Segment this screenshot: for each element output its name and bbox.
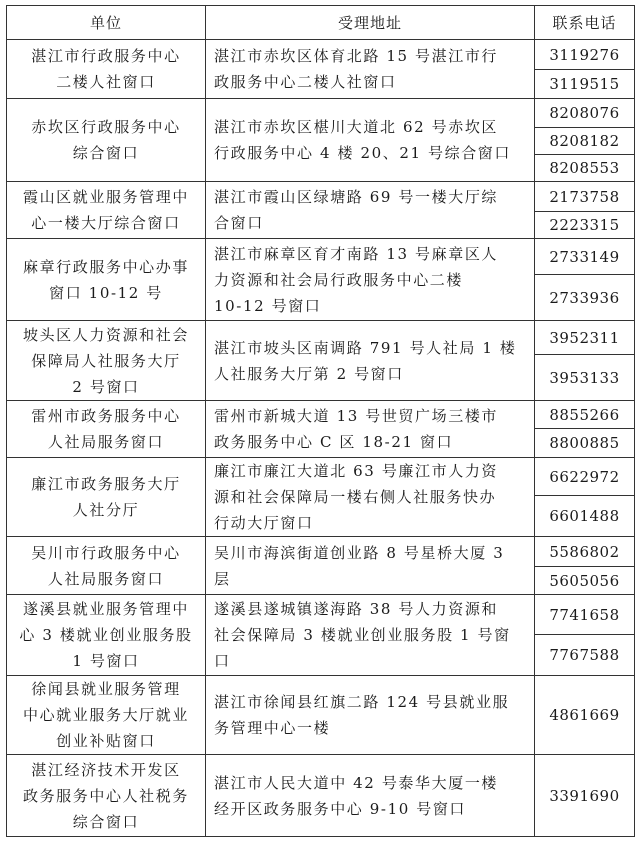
unit-name: 廉江市政务服务大厅 人社分厅	[31, 475, 181, 519]
unit-cell	[7, 182, 206, 239]
unit-name: 麻章行政服务中心办事 窗口 10-12 号	[22, 257, 189, 302]
phone-number: 2223315	[535, 212, 635, 239]
table-row	[7, 537, 635, 567]
unit-name: 吴川市行政服务中心 人社局服务窗口	[31, 543, 181, 588]
unit-cell	[7, 458, 206, 537]
unit-cell	[7, 239, 206, 321]
unit-name: 霞山区就业服务管理中 心一楼大厅综合窗口	[22, 188, 189, 232]
unit-cell	[7, 537, 206, 595]
address-text: 湛江市人民大道中 42 号泰华大厦一楼 经开区政务服务中心 9-10 号窗口	[214, 773, 499, 818]
phone-number: 3119515	[535, 70, 635, 99]
phone-number: 2733936	[535, 275, 635, 321]
unit-cell	[7, 321, 206, 401]
table-body	[7, 40, 635, 837]
address-cell	[206, 755, 535, 837]
table-row	[7, 99, 635, 128]
phone-number: 3119276	[535, 40, 635, 70]
unit-cell	[7, 676, 206, 755]
phone-number: 2733149	[535, 239, 635, 275]
unit-name: 徐闻县就业服务管理 中心就业服务大厅就业 创业补贴窗口	[22, 680, 189, 750]
unit-name: 湛江市行政服务中心 二楼人社窗口	[31, 47, 181, 91]
phone-number: 5605056	[535, 567, 635, 595]
address-cell	[206, 595, 535, 676]
table-header-row	[7, 6, 635, 40]
unit-cell	[7, 595, 206, 676]
address-cell	[206, 40, 535, 99]
phone-number: 4861669	[535, 676, 635, 755]
table-row	[7, 595, 635, 635]
unit-cell	[7, 401, 206, 458]
phone-number: 6601488	[535, 496, 635, 537]
address-text: 吴川市海滨街道创业路 8 号星桥大厦 3 层	[214, 543, 505, 588]
table-row	[7, 239, 635, 275]
phone-number: 2173758	[535, 182, 635, 212]
unit-cell	[7, 99, 206, 182]
address-text: 廉江市廉江大道北 63 号廉江市人力资 源和社会保障局一楼右侧人社服务快办 行动大厅窗口	[214, 462, 499, 532]
service-window-table-container	[6, 5, 635, 837]
phone-number: 7741658	[535, 595, 635, 635]
unit-name: 坡头区人力资源和社会 保障局人社服务大厅 2 号窗口	[22, 325, 189, 396]
table-row	[7, 458, 635, 496]
address-text: 湛江市麻章区育才南路 13 号麻章区人 力资源和社会局行政服务中心二楼 10-12 号窗口	[214, 244, 499, 315]
table-row	[7, 401, 635, 429]
phone-number: 3952311	[535, 321, 635, 355]
address-text: 湛江市坡头区南调路 791 号人社局 1 楼 人社服务大厅第 2 号窗口	[214, 338, 517, 383]
address-cell	[206, 182, 535, 239]
address-cell	[206, 537, 535, 595]
header-unit: 单位	[7, 6, 206, 40]
phone-number: 7767588	[535, 635, 635, 676]
table-row	[7, 676, 635, 755]
phone-number: 3391690	[535, 755, 635, 837]
address-text: 雷州市新城大道 13 号世贸广场三楼市 政务服务中心 C 区 18-21 窗口	[214, 407, 499, 451]
header-address: 受理地址	[206, 6, 535, 40]
service-window-table	[6, 5, 635, 837]
table-row	[7, 182, 635, 212]
table-row	[7, 321, 635, 355]
table-row	[7, 755, 635, 837]
phone-number: 8208076	[535, 99, 635, 128]
unit-cell	[7, 755, 206, 837]
address-text: 湛江市徐闻县红旗二路 124 号县就业服 务管理中心一楼	[214, 693, 510, 737]
phone-number: 8800885	[535, 429, 635, 458]
address-text: 湛江市霞山区绿塘路 69 号一楼大厅综 合窗口	[214, 188, 499, 232]
phone-number: 5586802	[535, 537, 635, 567]
address-text: 遂溪县遂城镇遂海路 38 号人力资源和 社会保障局 3 楼就业创业服务股 1 号窗 口	[214, 600, 511, 670]
address-text: 湛江市赤坎区体育北路 15 号湛江市行 政服务中心二楼人社窗口	[214, 47, 499, 91]
unit-name: 湛江经济技术开发区 政务服务中心人社税务 综合窗口	[22, 760, 189, 831]
phone-number: 6622972	[535, 458, 635, 496]
unit-cell	[7, 40, 206, 99]
table-row	[7, 40, 635, 70]
phone-number: 8208553	[535, 155, 635, 182]
address-cell	[206, 676, 535, 755]
address-cell	[206, 458, 535, 537]
address-cell	[206, 239, 535, 321]
header-phone: 联系电话	[535, 6, 635, 40]
unit-name: 遂溪县就业服务管理中 心 3 楼就业创业服务股 1 号窗口	[19, 600, 193, 670]
address-cell	[206, 99, 535, 182]
address-cell	[206, 321, 535, 401]
phone-number: 8855266	[535, 401, 635, 429]
address-cell	[206, 401, 535, 458]
address-text: 湛江市赤坎区椹川大道北 62 号赤坎区 行政服务中心 4 楼 20、21 号综合窗口	[214, 118, 511, 162]
phone-number: 3953133	[535, 355, 635, 401]
unit-name: 赤坎区行政服务中心 综合窗口	[31, 118, 181, 162]
phone-number: 8208182	[535, 128, 635, 155]
unit-name: 雷州市政务服务中心 人社局服务窗口	[31, 407, 181, 451]
